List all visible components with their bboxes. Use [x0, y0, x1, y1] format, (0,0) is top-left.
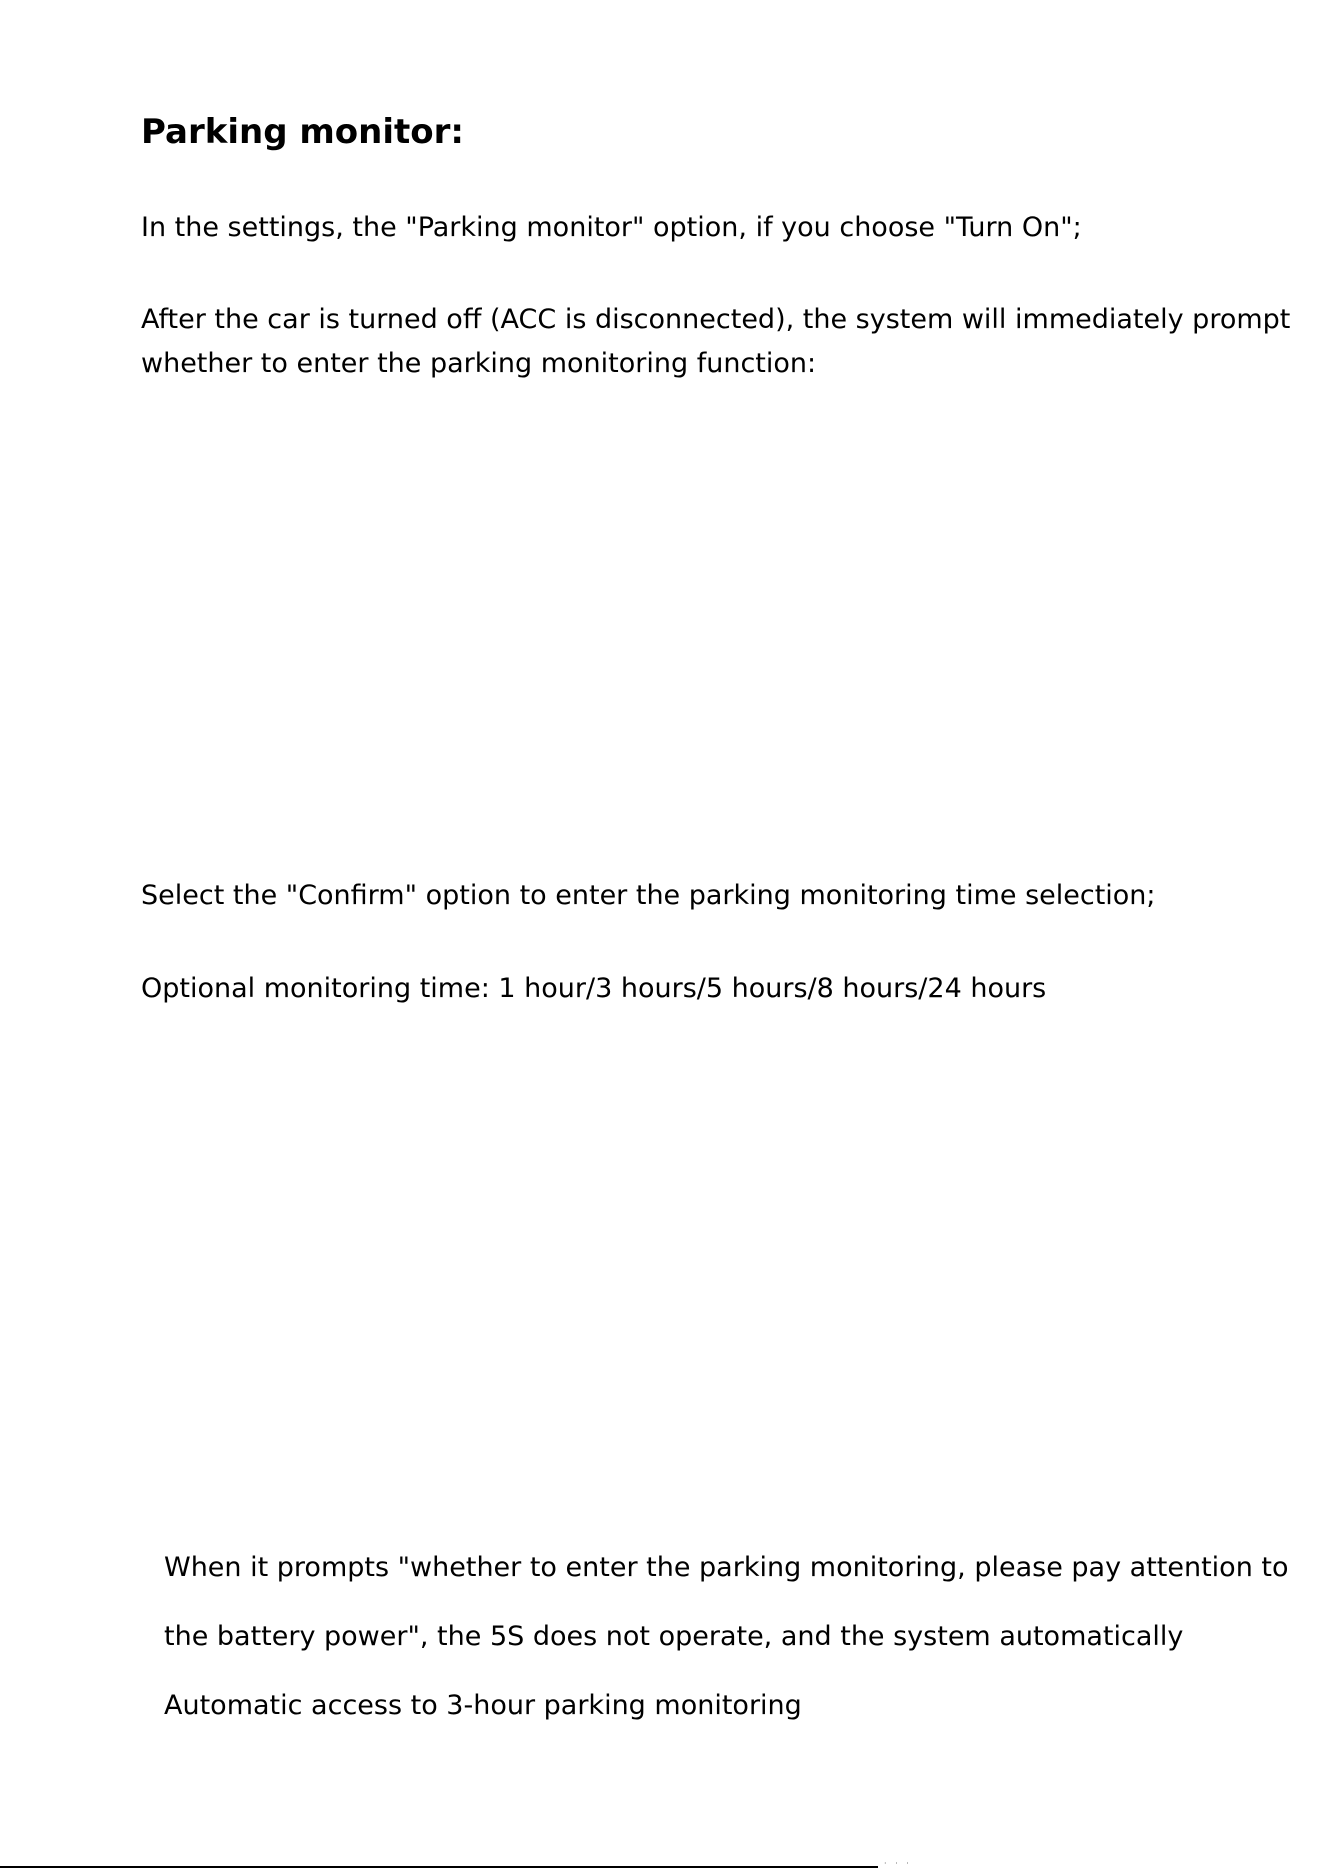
confirm-paragraph: Select the "Confirm" option to enter the parking monitoring time selection;: [141, 880, 1156, 911]
acc-off-line-1: After the car is turned off (ACC is disconnected), the system will immediately prompt: [141, 304, 1291, 335]
acc-off-paragraph: [141, 298, 1290, 386]
acc-off-line-2: whether to enter the parking monitoring function:: [141, 348, 817, 379]
battery-note-line-1: When it prompts "whether to enter the parking monitoring, please pay attention to: [164, 1552, 1289, 1583]
battery-note-line-2: the battery power", the 5S does not operate, and the system automatically: [164, 1621, 1184, 1652]
footer-marks: · · ·: [884, 1859, 912, 1868]
battery-note-line-3: Automatic access to 3-hour parking monitoring: [164, 1690, 802, 1721]
monitoring-time-paragraph: Optional monitoring time: 1 hour/3 hours/5 hours/8 hours/24 hours: [141, 973, 1047, 1004]
section-heading: Parking monitor:: [141, 112, 464, 152]
settings-paragraph: In the settings, the "Parking monitor" option, if you choose "Turn On";: [141, 212, 1082, 243]
battery-note: [164, 1533, 1289, 1740]
footer-divider: [0, 1866, 878, 1868]
